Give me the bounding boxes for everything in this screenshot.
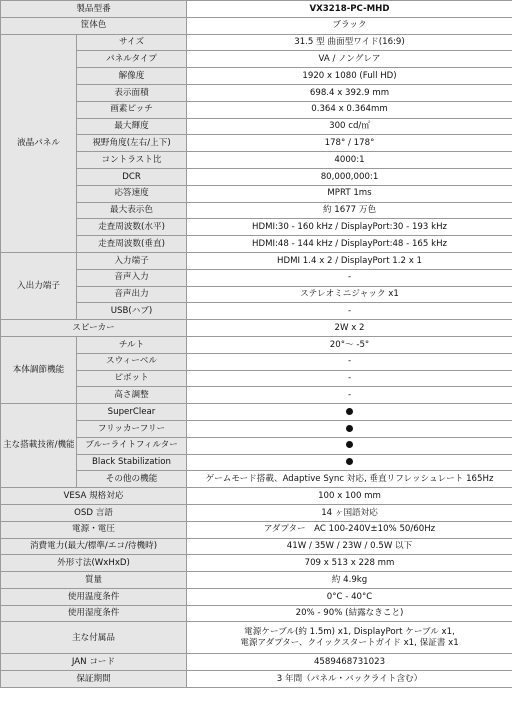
spec-value-line: 電源アダプター、クイックスタートガイド x1, 保証書 x1: [240, 637, 459, 648]
spec-sub-label: 最大表示色: [77, 202, 187, 219]
spec-label: 質量: [1, 572, 187, 589]
spec-sub-label: ブルーライトフィルター: [77, 437, 187, 454]
spec-value: -: [187, 370, 512, 387]
spec-label: JAN コード: [1, 654, 187, 671]
table-row: [1, 654, 512, 671]
spec-value: 4589468731023: [187, 654, 512, 671]
spec-label: 消費電力(最大/標準/エコ/待機時): [1, 538, 187, 555]
spec-sub-label: 表示面積: [77, 84, 187, 101]
spec-value: [187, 420, 512, 437]
spec-sub-label: 入力端子: [77, 252, 187, 269]
spec-group-label: 主な搭載技術/機能: [1, 404, 77, 488]
spec-value: [187, 622, 512, 654]
table-row: [1, 504, 512, 521]
spec-sub-label: スウィーベル: [77, 353, 187, 370]
feature-supported-dot-icon: [346, 425, 353, 432]
spec-value: 20% - 90% (結露なきこと): [187, 605, 512, 622]
spec-group-label: 液晶パネル: [1, 34, 77, 252]
table-row: [1, 202, 512, 219]
table-row: [1, 219, 512, 236]
spec-value: 2W x 2: [187, 320, 512, 337]
table-row: [1, 17, 512, 34]
table-row: [1, 1, 512, 18]
table-row: [1, 118, 512, 135]
spec-label: VESA 規格対応: [1, 488, 187, 505]
table-row: [1, 454, 512, 471]
table-row: [1, 521, 512, 538]
table-row: [1, 671, 512, 688]
table-row: [1, 336, 512, 353]
table-row: [1, 185, 512, 202]
table-row: [1, 437, 512, 454]
table-row: [1, 370, 512, 387]
table-row: [1, 588, 512, 605]
table-row: [1, 404, 512, 421]
spec-value: -: [187, 303, 512, 320]
spec-value: 31.5 型 曲面型ワイド(16:9): [187, 34, 512, 51]
spec-value: 709 x 513 x 228 mm: [187, 555, 512, 572]
spec-label: 使用湿度条件: [1, 605, 187, 622]
table-row: [1, 269, 512, 286]
spec-value: 178° / 178°: [187, 135, 512, 152]
spec-value: [187, 437, 512, 454]
spec-sub-label: その他の機能: [77, 471, 187, 488]
table-row: [1, 605, 512, 622]
spec-sub-label: 音声出力: [77, 286, 187, 303]
spec-value: 4000:1: [187, 152, 512, 169]
table-row: [1, 236, 512, 253]
spec-value: [187, 404, 512, 421]
spec-value: 0°C - 40°C: [187, 588, 512, 605]
spec-value: 0.364 x 0.364mm: [187, 101, 512, 118]
spec-label: 保証期間: [1, 671, 187, 688]
spec-sub-label: パネルタイプ: [77, 51, 187, 68]
spec-value: -: [187, 387, 512, 404]
table-row: [1, 168, 512, 185]
spec-value: 41W / 35W / 23W / 0.5W 以下: [187, 538, 512, 555]
spec-value: VA / ノングレア: [187, 51, 512, 68]
spec-group-label: 本体調節機能: [1, 336, 77, 403]
table-row: [1, 572, 512, 589]
table-row: [1, 68, 512, 85]
table-row: [1, 555, 512, 572]
spec-group-label: 入出力端子: [1, 252, 77, 319]
table-row: [1, 303, 512, 320]
spec-value: 20°～ -5°: [187, 336, 512, 353]
table-row: [1, 135, 512, 152]
table-row: [1, 538, 512, 555]
table-row: [1, 152, 512, 169]
spec-sub-label: USB(ハブ): [77, 303, 187, 320]
spec-sub-label: 解像度: [77, 68, 187, 85]
feature-supported-dot-icon: [346, 441, 353, 448]
table-row: [1, 353, 512, 370]
table-row: [1, 320, 512, 337]
spec-sub-label: 高さ調整: [77, 387, 187, 404]
table-row: [1, 622, 512, 654]
spec-value: アダプター AC 100-240V±10% 50/60Hz: [187, 521, 512, 538]
spec-value: 80,000,000:1: [187, 168, 512, 185]
spec-sub-label: 視野角度(左右/上下): [77, 135, 187, 152]
spec-label: OSD 言語: [1, 504, 187, 521]
spec-value: 約 1677 万色: [187, 202, 512, 219]
table-row: [1, 286, 512, 303]
spec-value: 698.4 x 392.9 mm: [187, 84, 512, 101]
spec-sub-label: 音声入力: [77, 269, 187, 286]
feature-supported-dot-icon: [346, 408, 353, 415]
spec-value: -: [187, 353, 512, 370]
table-row: [1, 84, 512, 101]
spec-label: 製品型番: [1, 1, 187, 18]
spec-value: 約 4.9kg: [187, 572, 512, 589]
spec-value: ゲームモード搭載、Adaptive Sync 対応, 垂直リフレッシュレート 165Hz: [187, 471, 512, 488]
spec-label: 電源・電圧: [1, 521, 187, 538]
spec-value: MPRT 1ms: [187, 185, 512, 202]
spec-sub-label: 走査周波数(垂直): [77, 236, 187, 253]
table-row: [1, 488, 512, 505]
spec-value: 1920 x 1080 (Full HD): [187, 68, 512, 85]
feature-supported-dot-icon: [346, 458, 353, 465]
spec-sub-label: フリッカーフリー: [77, 420, 187, 437]
spec-value: [187, 454, 512, 471]
spec-value: 100 x 100 mm: [187, 488, 512, 505]
spec-sub-label: 画素ピッチ: [77, 101, 187, 118]
spec-label: スピーカー: [1, 320, 187, 337]
spec-sub-label: 走査周波数(水平): [77, 219, 187, 236]
spec-sub-label: Black Stabilization: [77, 454, 187, 471]
spec-value: -: [187, 269, 512, 286]
table-row: [1, 101, 512, 118]
spec-sub-label: ピボット: [77, 370, 187, 387]
table-row: [1, 471, 512, 488]
spec-label: 主な付属品: [1, 622, 187, 654]
spec-sub-label: SuperClear: [77, 404, 187, 421]
spec-value-line: 電源ケーブル(約 1.5m) x1, DisplayPort ケーブル x1,: [244, 627, 455, 638]
table-row: [1, 387, 512, 404]
spec-sub-label: チルト: [77, 336, 187, 353]
spec-value: 14 ヶ国語対応: [187, 504, 512, 521]
spec-sub-label: サイズ: [77, 34, 187, 51]
spec-value: HDMI 1.4 x 2 / DisplayPort 1.2 x 1: [187, 252, 512, 269]
spec-sub-label: コントラスト比: [77, 152, 187, 169]
spec-label: 筐体色: [1, 17, 187, 34]
spec-value: ブラック: [187, 17, 512, 34]
table-row: [1, 51, 512, 68]
table-row: [1, 34, 512, 51]
spec-value: 300 cd/㎡: [187, 118, 512, 135]
spec-label: 外形寸法(WxHxD): [1, 555, 187, 572]
spec-sub-label: 最大輝度: [77, 118, 187, 135]
spec-sub-label: 応答速度: [77, 185, 187, 202]
spec-value: ステレオミニジャック x1: [187, 286, 512, 303]
spec-value: HDMI:30 - 160 kHz / DisplayPort:30 - 193 kHz: [187, 219, 512, 236]
spec-value: VX3218-PC-MHD: [187, 1, 512, 18]
spec-value: 3 年間（パネル・バックライト含む）: [187, 671, 512, 688]
spec-sub-label: DCR: [77, 168, 187, 185]
spec-label: 使用温度条件: [1, 588, 187, 605]
table-row: [1, 420, 512, 437]
table-row: [1, 252, 512, 269]
spec-table-body: [1, 1, 512, 688]
spec-value: HDMI:48 - 144 kHz / DisplayPort:48 - 165 kHz: [187, 236, 512, 253]
